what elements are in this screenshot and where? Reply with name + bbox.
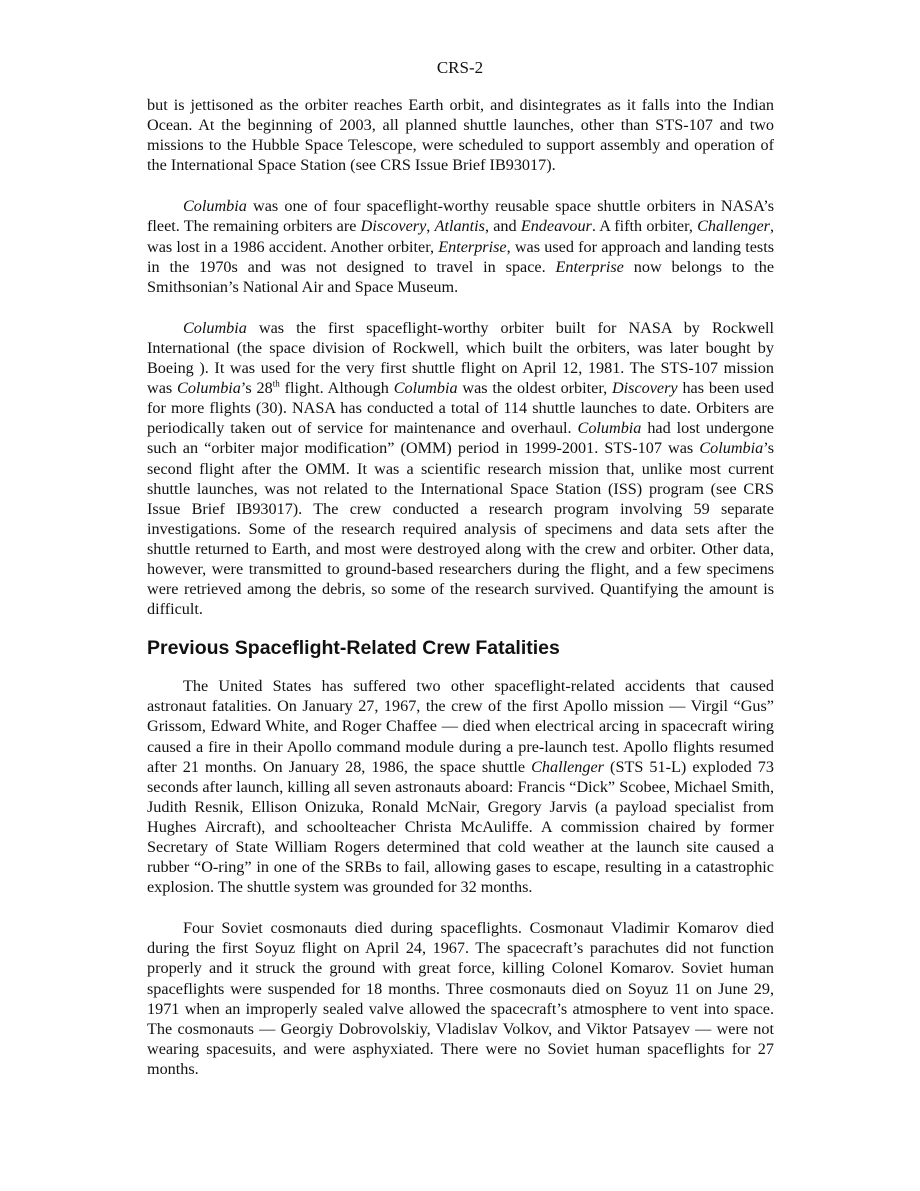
paragraph-orbit-jettison: but is jettisoned as the orbiter reaches Earth orbit, and disintegrates as it falls into the Indian Ocean. At the beginning of 2003, all planned shuttle launches, other than STS-107 and two missions to the Hubble Space Telescope, were scheduled to support assembly and operation of the International Space Station (see CRS Issue Brief IB93017). — [147, 96, 774, 175]
paragraph-soviet-accidents: Four Soviet cosmonauts died during spaceflights. Cosmonaut Vladimir Komarov died during the first Soyuz flight on April 24, 1967. The spacecraft’s parachutes did not function properly and it struck the ground with great force, killing Colonel Komarov. Soviet human spaceflights were suspended for 18 months. Three cosmonauts died on Soyuz 11 on June 29, 1971 when an improperly sealed valve allowed the spacecraft’s atmosphere to vent into space. The cosmonauts — Georgiy Dobrovolskiy, Vladislav Volkov, and Viktor Patsayev — were not wearing spacesuits, and were asphyxiated. There were no Soviet human spaceflights for 27 months. — [147, 919, 774, 1078]
paragraph-us-accidents: The United States has suffered two other spaceflight-related accidents that caused astronaut fatalities. On January 27, 1967, the crew of the first Apollo mission — Virgil “Gus” Grissom, Edward White, and Roger Chaffee — died when electrical arcing in spacecraft wiring caused a fire in their Apollo command module during a pre-launch test. Apollo flights resumed after 21 months. On January 28, 1986, the space shuttle Challenger (STS 51-L) exploded 73 seconds after launch, killing all seven astronauts aboard: Francis “Dick” Scobee, Michael Smith, Judith Resnik, Ellison Onizuka, Ronald McNair, Gregory Jarvis (a payload specialist from Hughes Aircraft), and schoolteacher Christa McAuliffe. A commission chaired by former Secretary of State William Rogers determined that cold weather at the launch site caused a rubber “O-ring” in one of the SRBs to fail, allowing gases to escape, resulting in a catastrophic explosion. The shuttle system was grounded for 32 months. — [147, 677, 774, 897]
page-body — [147, 95, 774, 1079]
section-heading: Previous Spaceflight-Related Crew Fatalities — [147, 637, 560, 660]
paragraph-orbiter-fleet: Columbia was one of four spaceflight-worthy reusable space shuttle orbiters in NASA’s fleet. The remaining orbiters are Discovery, Atlantis, and Endeavour. A fifth orbiter, Challenger, was lost in a 1986 accident. Another orbiter, Enterprise, was used for approach and landing tests in the 1970s and was not designed to travel in space. Enterprise now belongs to the Smithsonian’s National Air and Space Museum. — [147, 197, 775, 296]
page-header: CRS-2 — [436, 58, 484, 77]
paragraph-columbia-history: Columbia was the first spaceflight-worthy orbiter built for NASA by Rockwell International (the space division of Rockwell, which built the orbiters, was later bought by Boeing ). It was used for the very first shuttle flight on April 12, 1981. The STS-107 mission was Columbia’s 28th flight. Although Columbia was the oldest orbiter, Discovery has been used for more flights (30). NASA has conducted a total of 114 shuttle launches to date. Orbiters are periodically taken out of service for maintenance and overhaul. Columbia had lost undergone such an “orbiter major modification” (OMM) period in 1999-2001. STS-107 was Columbia’s second flight after the OMM. It was a scientific research mission that, unlike most current shuttle launches, was not related to the International Space Station (ISS) program (see CRS Issue Brief IB93017). The crew conducted a research program involving 59 separate investigations. Some of the research required analysis of specimens and data sets after the shuttle returned to Earth, and most were destroyed along with the crew and orbiter. Other data, however, were transmitted to ground-based researchers during the flight, and a few specimens were retrieved among the debris, so some of the research survived. Quantifying the amount is difficult. — [147, 318, 774, 619]
